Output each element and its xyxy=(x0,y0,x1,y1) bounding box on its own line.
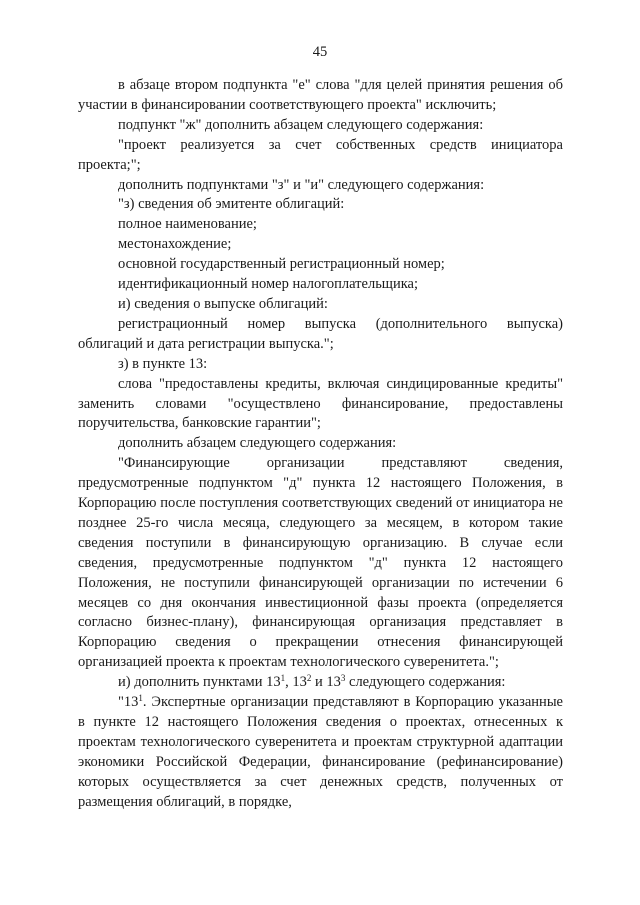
superscript: 1 xyxy=(138,693,143,704)
text-run: и) дополнить пунктами 13 xyxy=(118,674,281,691)
superscript: 2 xyxy=(306,673,312,684)
paragraph: идентификационный номер налогоплательщика; xyxy=(118,276,419,293)
paragraph: "проект реализуется за счет собственных средств инициатора проекта;"; xyxy=(78,136,563,173)
paragraph: подпункт "ж" дополнить абзацем следующего содержания: xyxy=(118,116,484,133)
paragraph: дополнить абзацем следующего содержания: xyxy=(118,435,397,452)
superscript: 3 xyxy=(340,673,346,684)
paragraph-final xyxy=(78,693,563,812)
paragraph: слова "предоставлены кредиты, включая синдицированные кредиты" заменить словами "осуществлено финансирование, предоставлены поручительства, банковские гарантии"; xyxy=(78,375,563,432)
text-run: "13 xyxy=(118,694,139,711)
text-run: . Экспертные организации представляют в Корпорацию указанные в пункте 12 настоящего Положения сведения о проектах, отнесенных к проектам технологического суверенитета и проектам структурной адаптации экономики Российской Федерации, финансирование (рефинансирование) которых осуществляется за счет денежных средств, полученных от размещения облигаций, в порядке, xyxy=(78,694,563,810)
text-run: , 13 xyxy=(285,674,307,691)
paragraph: "Финансирующие организации представляют сведения, предусмотренные подпунктом "д" пункта 12 настоящего Положения, в Корпорацию после поступления соответствующих сведений от инициатора не позднее 25-го числа месяца, следующего за месяцем, в котором такие сведения поступили в финансирующую организацию. В случае если сведения, предусмотренные подпунктом "д" пункта 12 настоящего Положения, не поступили финансирующей организации по истечении 6 месяцев со дня окончания инвестиционной фазы проекта (определяется согласно бизнес-плану), финансирующая организация представляет в Корпорацию сведения о прекращении отнесения финансирующей организацией проекта к проектам технологического суверенитета."; xyxy=(78,455,563,671)
document-body xyxy=(78,76,563,813)
paragraph: в абзаце втором подпункта "е" слова "для целей принятия решения об участии в финансировании соответствующего проекта" исключить; xyxy=(78,77,563,113)
paragraph: з) в пункте 13: xyxy=(118,355,208,372)
paragraph: "з) сведения об эмитенте облигаций: xyxy=(118,196,345,213)
text-run: следующего содержания: xyxy=(345,674,506,691)
text-run: и 13 xyxy=(311,674,341,691)
paragraph: основной государственный регистрационный номер; xyxy=(118,256,445,273)
paragraph: местонахождение; xyxy=(118,236,232,253)
paragraph: дополнить подпунктами "з" и "и" следующего содержания: xyxy=(118,176,485,193)
paragraph: полное наименование; xyxy=(118,216,257,233)
page-number: 45 xyxy=(312,44,328,60)
paragraph-amendment xyxy=(78,673,563,693)
paragraph: регистрационный номер выпуска (дополнительного выпуска) облигаций и дата регистрации выпуска."; xyxy=(78,315,563,352)
paragraph: и) сведения о выпуске облигаций: xyxy=(118,295,328,312)
superscript: 1 xyxy=(280,673,286,684)
